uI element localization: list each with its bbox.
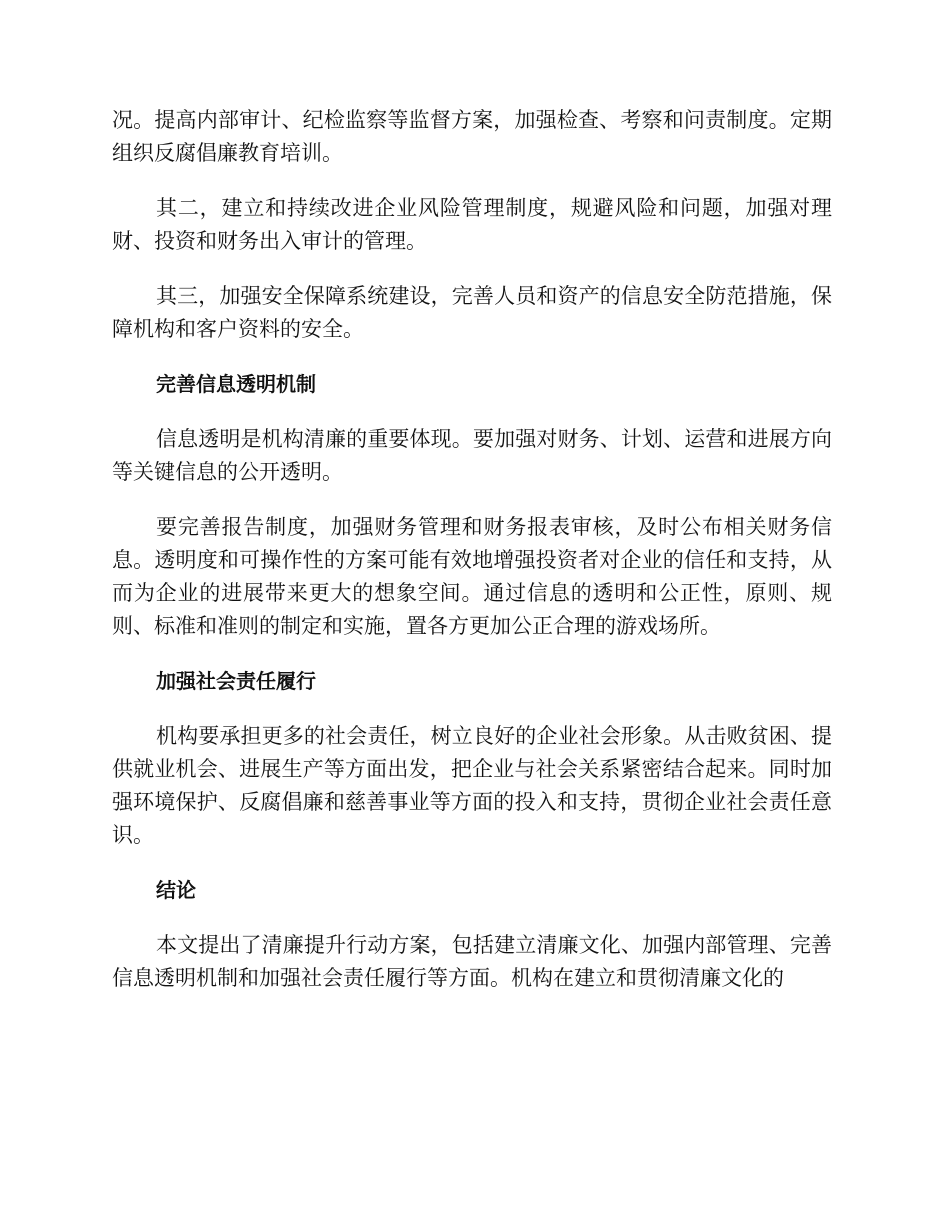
paragraph-internal-supervision-continued: 况。提高内部审计、纪检监察等监督方案，加强检查、考察和问责制度。定期组织反腐倡廉教育培训。 [112, 108, 832, 165]
document-page [112, 104, 832, 995]
paragraph-conclusion: 本文提出了清廉提升行动方案，包括建立清廉文化、加强内部管理、完善信息透明机制和加强社会责任履行等方面。机构在建立和贯彻清廉文化的 [112, 933, 832, 990]
paragraph-reporting-system: 要完善报告制度，加强财务管理和财务报表审核，及时公布相关财务信息。透明度和可操作性的方案可能有效地增强投资者对企业的信任和支持，从而为企业的进展带来更大的想象空间。通过信息的透明和公正性，原则、规则、标准和准则的制定和实施，置各方更加公正合理的游戏场所。 [112, 515, 832, 638]
section-heading-social-responsibility: 加强社会责任履行 [156, 669, 316, 693]
section-heading-conclusion: 结论 [156, 878, 196, 902]
section-heading-information-transparency: 完善信息透明机制 [156, 372, 316, 396]
paragraph-risk-management: 其二，建立和持续改进企业风险管理制度，规避风险和问题，加强对理财、投资和财务出入审计的管理。 [112, 196, 832, 253]
paragraph-transparency-intro: 信息透明是机构清廉的重要体现。要加强对财务、计划、运营和进展方向等关键信息的公开透明。 [112, 427, 832, 484]
paragraph-social-responsibility: 机构要承担更多的社会责任，树立良好的企业社会形象。从击败贫困、提供就业机会、进展生产等方面出发，把企业与社会关系紧密结合起来。同时加强环境保护、反腐倡廉和慈善事业等方面的投入和支持，贯彻企业社会责任意识。 [112, 724, 832, 847]
paragraph-security-system: 其三，加强安全保障系统建设，完善人员和资产的信息安全防范措施，保障机构和客户资料的安全。 [112, 284, 832, 341]
